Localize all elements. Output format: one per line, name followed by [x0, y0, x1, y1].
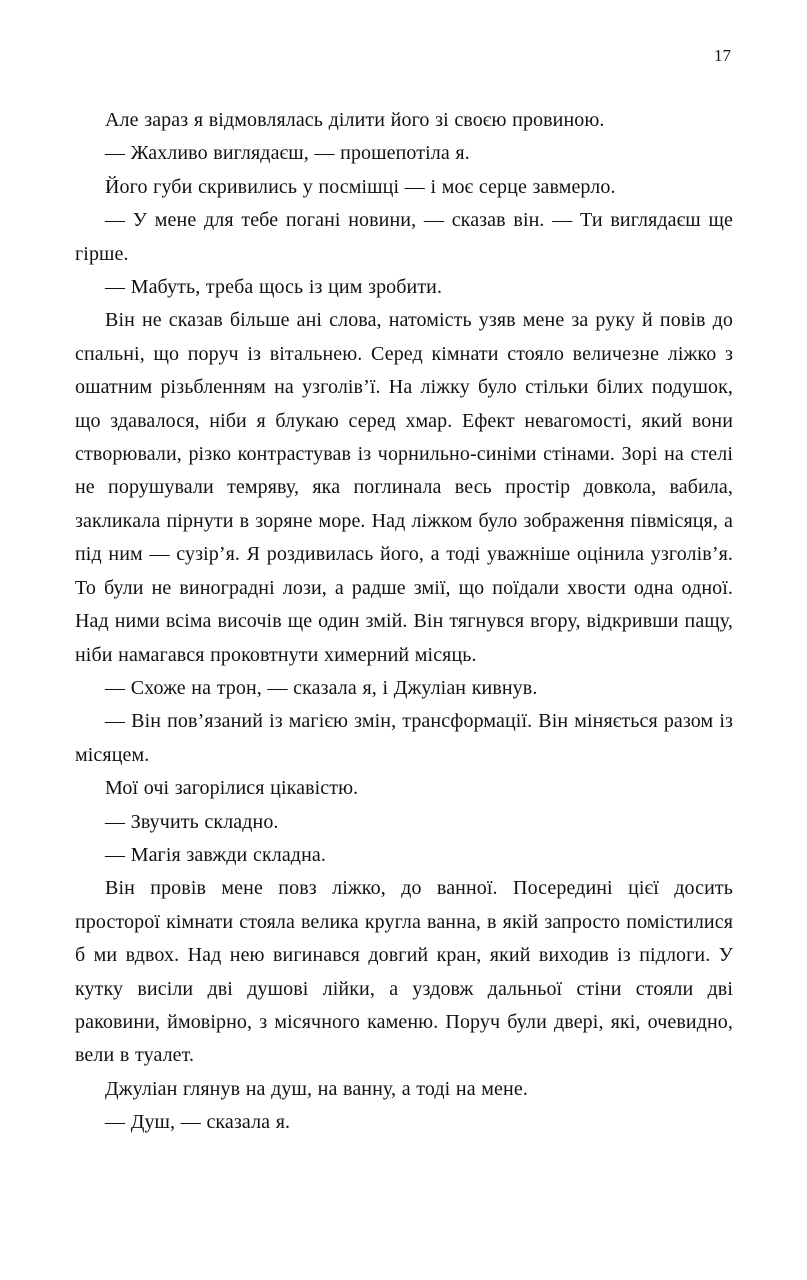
paragraph: — Душ, — сказала я. — [105, 1111, 291, 1134]
paragraph: Він не сказав більше ані слова, натомість узяв мене за руку й повів до спальні, що поруч із вітальнею. Серед кімнати стояло величезне ліжко з ошатним різьбленням на узголів’ї. На ліжку було стільки білих подушок, що здавалося, ніби я блукаю серед хмар. Ефект невагомості, який вони створювали, різко контрастував із чорнильно-синіми стінами. Зорі на стелі не порушували темряву, яка поглинала весь простір довкола, вабила, закликала пірнути в зоряне море. Над ліжком було зображення півмісяця, а під ним — сузір’я. Я роздивилась його, а тоді уважніше оцінила узголів’я. То були не виноградні лози, а радше змії, що поїдали хвости одна одної. Над ними всіма височів ще один змій. Він тягнувся вгору, відкривши пащу, ніби намагався проковтнути химерний місяць. — [75, 309, 733, 666]
paragraph: — У мене для тебе погані новини, — сказав він. — Ти виглядаєш ще гірше. — [75, 209, 733, 265]
paragraph: — Він пов’язаний із магією змін, трансформації. Він міняється разом із місяцем. — [75, 710, 733, 766]
paragraph: — Жахливо виглядаєш, — прошепотіла я. — [105, 142, 470, 165]
text-block — [75, 104, 733, 1140]
paragraph: — Схоже на трон, — сказала я, і Джуліан кивнув. — [105, 676, 538, 699]
page-number: 17 — [714, 46, 731, 65]
paragraph: — Магія завжди складна. — [105, 843, 326, 866]
paragraph: Мої очі загорілися цікавістю. — [105, 777, 359, 800]
paragraph: — Мабуть, треба щось із цим зробити. — [105, 276, 443, 299]
paragraph: Але зараз я відмовлялась ділити його зі своєю провиною. — [105, 109, 605, 131]
paragraph: Він провів мене повз ліжко, до ванної. Посередині цієї досить просторої кімнати стояла велика кругла ванна, в якій запросто помістилися б ми вдвох. Над нею вигинався довгий кран, який виходив із підлоги. У кутку висіли дві душові лійки, а уздовж дальньої стіни стояли дві раковини, ймовірно, з місячного каменю. Поруч були двері, які, очевидно, вели в туалет. — [75, 877, 733, 1067]
paragraph: Його губи скривились у посмішці — і моє серце завмерло. — [105, 175, 616, 198]
paragraph: — Звучить складно. — [105, 810, 279, 833]
paragraph: Джуліан глянув на душ, на ванну, а тоді на мене. — [105, 1077, 528, 1100]
